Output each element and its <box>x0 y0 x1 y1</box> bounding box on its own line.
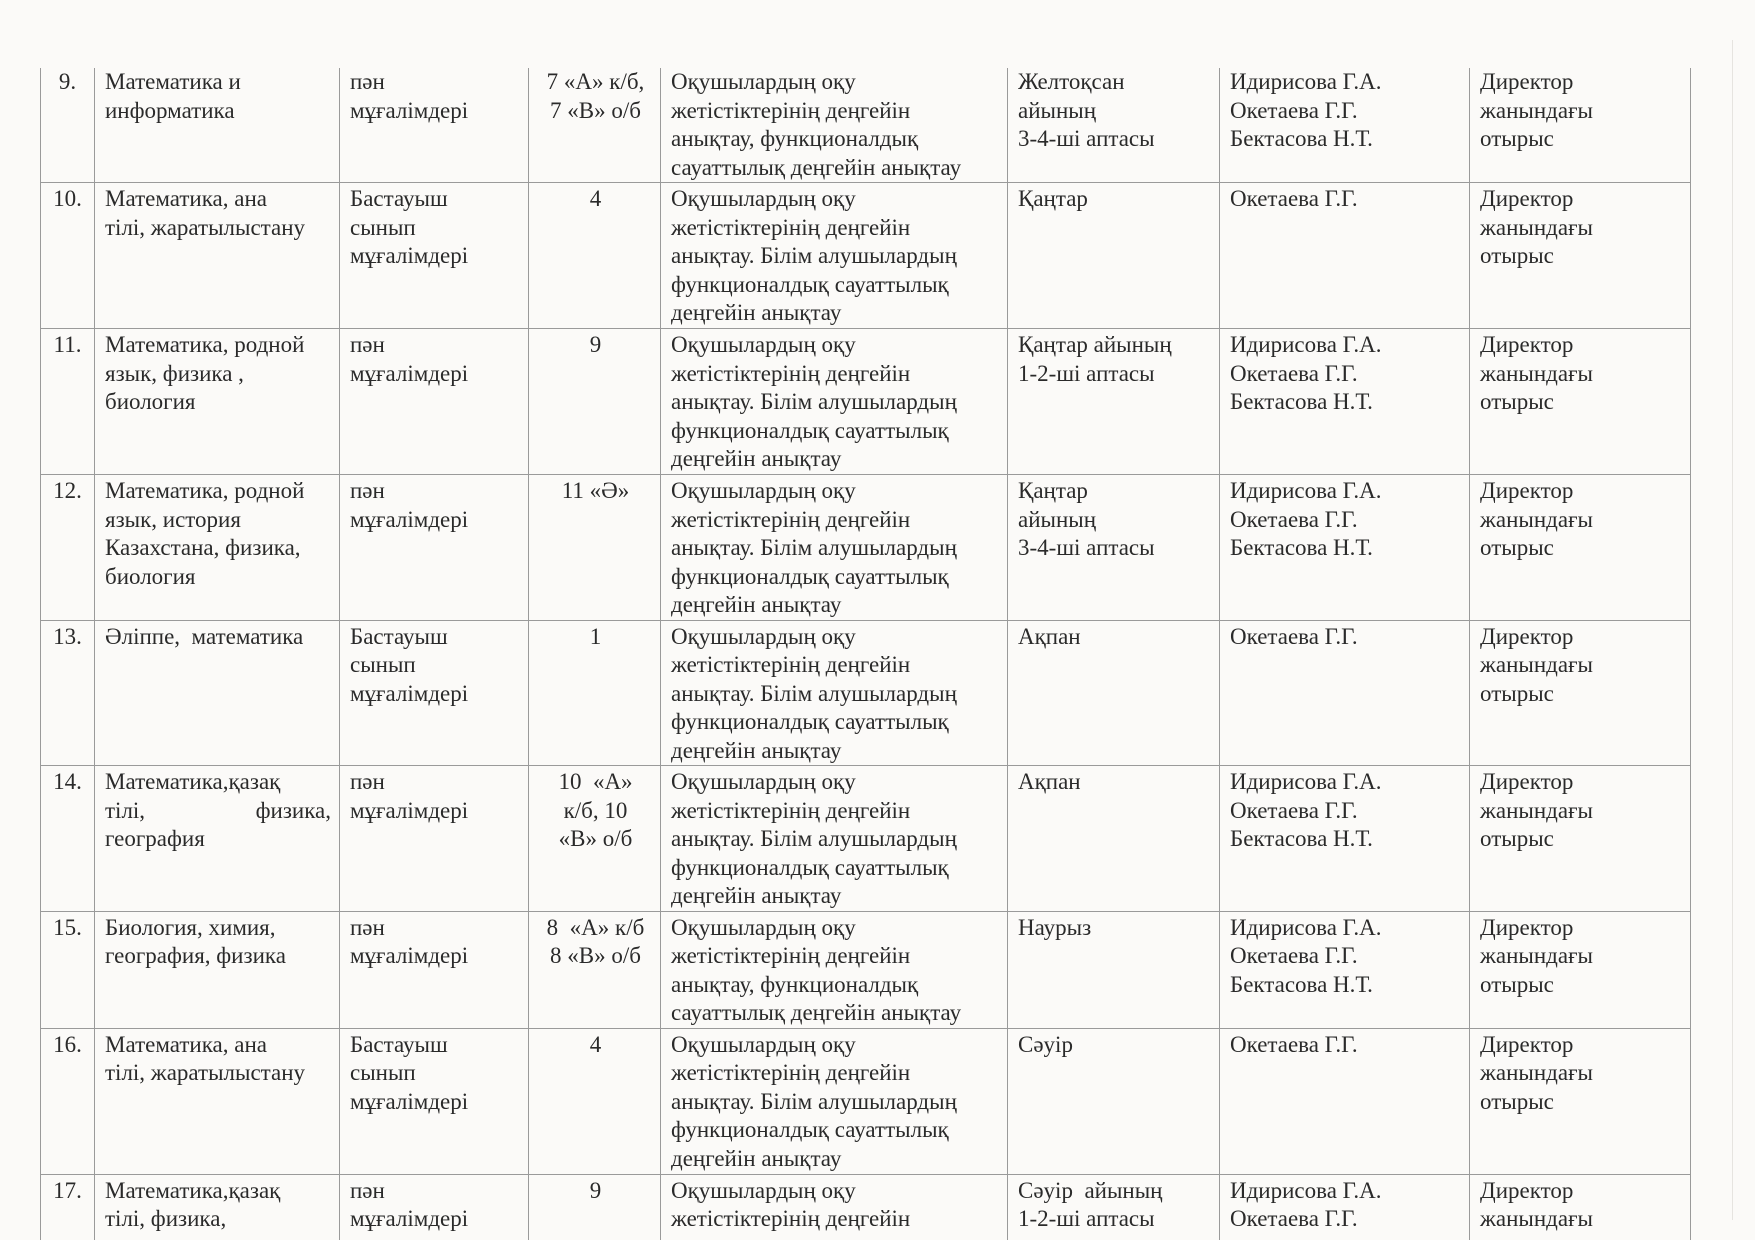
goal-cell-line: Оқушылардың оқу <box>671 1031 856 1057</box>
row-number: 16. <box>41 1028 95 1174</box>
result-cell <box>1470 68 1691 183</box>
goal-cell-line: анықтау. Білім алушылардың <box>671 1088 957 1114</box>
result-cell-line: Директор <box>1480 914 1574 940</box>
goal-cell <box>661 475 1008 621</box>
goal-cell-line: анықтау. Білім алушылардың <box>671 826 957 851</box>
timing-cell-line: Қаңтар айының <box>1018 332 1172 357</box>
result-cell-line: Директор <box>1480 769 1574 794</box>
table-row <box>41 1174 1691 1240</box>
result-cell-line: отырыс <box>1480 535 1554 560</box>
timing-cell-line: Ақпан <box>1018 769 1081 794</box>
responsible-cell-line: Окетаева Г.Г. <box>1230 623 1358 649</box>
responsible-cell-line: Бектасова Н.Т. <box>1230 389 1373 414</box>
subject-cell <box>95 1174 340 1240</box>
participants-cell-line: пән <box>350 478 385 503</box>
participants-cell-line: мұғалімдері <box>350 1088 469 1114</box>
result-cell-line: Директор <box>1480 623 1574 649</box>
row-number: 12. <box>41 475 95 621</box>
goal-cell-line: деңгейін анықтау <box>671 300 842 325</box>
subject-cell-line: тілі, жаратылыстану <box>105 1060 306 1085</box>
row-number: 14. <box>41 766 95 912</box>
goal-cell <box>661 1028 1008 1174</box>
result-cell-line: Директор <box>1480 186 1574 211</box>
goal-cell <box>661 68 1008 183</box>
participants-cell-line: Бастауыш <box>350 1031 448 1057</box>
goal-cell-line: анықтау, функционалдық <box>671 126 919 151</box>
class-cell-line: «В» о/б <box>558 826 633 851</box>
result-cell-line: отырыс <box>1480 389 1554 414</box>
participants-cell <box>340 329 529 475</box>
result-cell-line: жанындағы <box>1480 360 1593 386</box>
row-number: 15. <box>41 911 95 1028</box>
goal-cell-line: Оқушылардың оқу <box>671 769 856 794</box>
result-cell-line: Директор <box>1480 332 1574 357</box>
timing-cell-line: Наурыз <box>1018 914 1092 940</box>
class-cell-line: 7 «А» к/б, <box>546 69 645 94</box>
subject-cell <box>95 1028 340 1174</box>
responsible-cell <box>1220 766 1470 912</box>
subject-cell-line: тілі, жаратылыстану <box>105 214 306 240</box>
subject-cell <box>95 475 340 621</box>
goal-cell-line: жетістіктерінің деңгейін <box>671 943 911 968</box>
result-cell <box>1470 183 1691 329</box>
timing-cell <box>1008 1028 1220 1174</box>
goal-cell-line: деңгейін анықтау <box>671 1145 842 1171</box>
result-cell-line: отырыс <box>1480 680 1554 706</box>
class-cell-line: 4 <box>589 1031 602 1057</box>
row-number: 17. <box>41 1174 95 1240</box>
participants-cell-line: пән <box>350 332 385 357</box>
class-cell-line: к/б, 10 <box>563 797 628 823</box>
result-cell <box>1470 475 1691 621</box>
responsible-cell-line: Окетаева Г.Г. <box>1230 943 1358 968</box>
goal-cell-line: функционалдық сауаттылық <box>671 854 949 880</box>
result-cell-line: жанындағы <box>1480 652 1593 677</box>
result-cell-line: отырыс <box>1480 243 1554 268</box>
responsible-cell <box>1220 475 1470 621</box>
class-cell-line: 9 <box>589 1177 602 1203</box>
goal-cell-line: функционалдық сауаттылық <box>671 271 949 297</box>
result-cell-line: жанындағы <box>1480 97 1593 123</box>
participants-cell <box>340 68 529 183</box>
participants-cell <box>340 1174 529 1240</box>
goal-cell-line: жетістіктерінің деңгейін <box>671 797 911 823</box>
timing-cell <box>1008 766 1220 912</box>
goal-cell-line: деңгейін анықтау <box>671 446 842 471</box>
responsible-cell-line: Идирисова Г.А. <box>1230 69 1382 94</box>
participants-cell-line: сынып <box>350 214 416 240</box>
table-row <box>41 68 1691 183</box>
goal-cell-line: деңгейін анықтау <box>671 592 842 617</box>
responsible-cell <box>1220 68 1470 183</box>
responsible-cell <box>1220 620 1470 766</box>
responsible-cell-line: Окетаева Г.Г. <box>1230 186 1358 211</box>
table-body <box>41 68 1691 1240</box>
table-row <box>41 329 1691 475</box>
result-cell-line: отырыс <box>1480 971 1554 997</box>
table-row <box>41 183 1691 329</box>
responsible-cell-line: Окетаева Г.Г. <box>1230 1031 1358 1057</box>
participants-cell-line: мұғалімдері <box>350 680 469 706</box>
subject-cell-line: Биология, химия, <box>105 914 276 940</box>
participants-cell-line: мұғалімдері <box>350 797 469 823</box>
subject-cell <box>95 620 340 766</box>
subject-cell-line: биология <box>105 563 196 589</box>
responsible-cell <box>1220 183 1470 329</box>
result-cell <box>1470 911 1691 1028</box>
class-cell-line: 8 «В» о/б <box>550 943 641 968</box>
responsible-cell-line: Окетаева Г.Г. <box>1230 1206 1358 1231</box>
subject-cell <box>95 911 340 1028</box>
goal-cell-line: жетістіктерінің деңгейін <box>671 652 911 677</box>
result-cell-line: отырыс <box>1480 826 1554 851</box>
result-cell-line: жанындағы <box>1480 1206 1593 1231</box>
participants-cell-line: сынып <box>350 652 416 677</box>
timing-cell-line: 1-2-ші аптасы <box>1018 360 1155 386</box>
participants-cell-line: пән <box>350 769 385 794</box>
responsible-cell-line: Идирисова Г.А. <box>1230 478 1382 503</box>
timing-cell <box>1008 475 1220 621</box>
goal-cell <box>661 1174 1008 1240</box>
result-cell <box>1470 1028 1691 1174</box>
goal-cell-line: жетістіктерінің деңгейін <box>671 506 911 532</box>
timing-cell-line: Қаңтар <box>1018 478 1088 503</box>
goal-cell-line: анықтау. Білім алушылардың <box>671 535 957 560</box>
row-number: 10. <box>41 183 95 329</box>
timing-cell-line: Қаңтар <box>1018 186 1088 211</box>
responsible-cell-line: Окетаева Г.Г. <box>1230 360 1358 386</box>
subject-cell-line: Математика,қазақ <box>105 1177 281 1203</box>
responsible-cell-line: Бектасова Н.Т. <box>1230 535 1373 560</box>
result-cell-line: Директор <box>1480 478 1574 503</box>
goal-cell-line: Оқушылардың оқу <box>671 186 856 211</box>
class-cell-line: 11 «Ә» <box>561 478 630 503</box>
page-edge <box>1732 40 1733 1220</box>
responsible-cell <box>1220 329 1470 475</box>
goal-cell-line: жетістіктерінің деңгейін <box>671 214 911 240</box>
subject-cell-line: география <box>105 826 205 851</box>
goal-cell-line: сауаттылық деңгейін анықтау <box>671 1000 962 1025</box>
participants-cell <box>340 475 529 621</box>
subject-cell-line: Әліппе, математика <box>105 623 304 649</box>
timing-cell <box>1008 911 1220 1028</box>
monitoring-plan-table <box>40 68 1691 1240</box>
timing-cell <box>1008 183 1220 329</box>
result-cell-line: жанындағы <box>1480 797 1593 823</box>
result-cell-line: жанындағы <box>1480 1060 1593 1085</box>
result-cell-line: отырыс <box>1480 126 1554 151</box>
timing-cell-line: Сәуір айының <box>1018 1177 1163 1203</box>
responsible-cell-line: Окетаева Г.Г. <box>1230 797 1358 823</box>
table-row <box>41 1028 1691 1174</box>
class-cell <box>529 911 661 1028</box>
goal-cell-line: функционалдық сауаттылық <box>671 563 949 589</box>
class-cell-line: 4 <box>589 186 602 211</box>
result-cell-line: Директор <box>1480 69 1574 94</box>
participants-cell-line: мұғалімдері <box>350 243 469 268</box>
result-cell-line: жанындағы <box>1480 943 1593 968</box>
goal-cell-line: Оқушылардың оқу <box>671 914 856 940</box>
subject-cell-line: Математика, ана <box>105 186 267 211</box>
result-cell-line: жанындағы <box>1480 506 1593 532</box>
subject-cell-line: биология <box>105 389 196 414</box>
responsible-cell-line: Идирисова Г.А. <box>1230 1177 1382 1203</box>
participants-cell-line: сынып <box>350 1060 416 1085</box>
class-cell <box>529 766 661 912</box>
responsible-cell-line: Идирисова Г.А. <box>1230 332 1382 357</box>
subject-cell-line: информатика <box>105 97 235 123</box>
justified-word: физика, <box>255 797 331 823</box>
goal-cell-line: Оқушылардың оқу <box>671 478 856 503</box>
responsible-cell-line: Окетаева Г.Г. <box>1230 97 1358 123</box>
responsible-cell <box>1220 1174 1470 1240</box>
goal-cell-line: анықтау. Білім алушылардың <box>671 680 957 706</box>
goal-cell-line: анықтау. Білім алушылардың <box>671 389 957 414</box>
goal-cell-line: сауаттылық деңгейін анықтау <box>671 154 962 180</box>
class-cell-line: 9 <box>589 332 602 357</box>
responsible-cell-line: Бектасова Н.Т. <box>1230 126 1373 151</box>
subject-cell <box>95 766 340 912</box>
participants-cell-line: мұғалімдері <box>350 1206 469 1231</box>
participants-cell-line: мұғалімдері <box>350 943 469 968</box>
participants-cell-line: пән <box>350 1177 385 1203</box>
class-cell <box>529 620 661 766</box>
responsible-cell-line: Идирисова Г.А. <box>1230 914 1382 940</box>
class-cell <box>529 475 661 621</box>
goal-cell <box>661 911 1008 1028</box>
class-cell <box>529 183 661 329</box>
responsible-cell <box>1220 1028 1470 1174</box>
participants-cell <box>340 620 529 766</box>
result-cell <box>1470 1174 1691 1240</box>
goal-cell-line: жетістіктерінің деңгейін <box>671 97 911 123</box>
participants-cell-line: пән <box>350 69 385 94</box>
subject-cell <box>95 329 340 475</box>
row-number: 9. <box>41 68 95 183</box>
subject-cell-line: Математика и <box>105 69 241 94</box>
timing-cell <box>1008 620 1220 766</box>
timing-cell-line: 1-2-ші аптасы <box>1018 1206 1155 1231</box>
subject-cell-line: Казахстана, физика, <box>105 535 301 560</box>
goal-cell-line: Оқушылардың оқу <box>671 1177 856 1203</box>
goal-cell-line: деңгейін анықтау <box>671 737 842 763</box>
timing-cell-line: айының <box>1018 506 1097 532</box>
subject-cell-line <box>105 797 331 826</box>
subject-cell-line: география, физика <box>105 943 286 968</box>
participants-cell-line: Бастауыш <box>350 623 448 649</box>
timing-cell-line: Сәуір <box>1018 1031 1073 1057</box>
timing-cell-line: Ақпан <box>1018 623 1081 649</box>
goal-cell-line: Оқушылардың оқу <box>671 69 856 94</box>
goal-cell-line: анықтау, функционалдық <box>671 971 919 997</box>
class-cell <box>529 329 661 475</box>
goal-cell-line: Оқушылардың оқу <box>671 332 856 357</box>
participants-cell-line: мұғалімдері <box>350 360 469 386</box>
timing-cell-line: айының <box>1018 97 1097 123</box>
participants-cell-line: пән <box>350 914 385 940</box>
subject-cell-line: язык, история <box>105 506 241 532</box>
participants-cell-line: мұғалімдері <box>350 97 469 123</box>
goal-cell-line: жетістіктерінің деңгейін <box>671 360 911 386</box>
class-cell <box>529 68 661 183</box>
timing-cell <box>1008 68 1220 183</box>
goal-cell-line: анықтау. Білім алушылардың <box>671 243 957 268</box>
result-cell <box>1470 620 1691 766</box>
goal-cell-line: функционалдық сауаттылық <box>671 709 949 734</box>
class-cell <box>529 1174 661 1240</box>
participants-cell-line: Бастауыш <box>350 186 448 211</box>
result-cell <box>1470 329 1691 475</box>
subject-cell <box>95 183 340 329</box>
participants-cell-line: мұғалімдері <box>350 506 469 532</box>
class-cell-line: 8 «А» к/б <box>546 914 645 940</box>
subject-cell-line: Математика,қазақ <box>105 769 281 794</box>
subject-cell-line: Математика, ана <box>105 1031 267 1057</box>
goal-cell <box>661 183 1008 329</box>
participants-cell <box>340 183 529 329</box>
table-row <box>41 620 1691 766</box>
subject-cell-line: язык, физика , <box>105 360 244 386</box>
goal-cell-line: деңгейін анықтау <box>671 883 842 908</box>
class-cell-line: 1 <box>589 623 602 649</box>
goal-cell-line: жетістіктерінің деңгейін <box>671 1206 911 1231</box>
result-cell-line: жанындағы <box>1480 214 1593 240</box>
goal-cell-line: жетістіктерінің деңгейін <box>671 1060 911 1085</box>
responsible-cell-line: Окетаева Г.Г. <box>1230 506 1358 532</box>
participants-cell <box>340 1028 529 1174</box>
result-cell-line: Директор <box>1480 1177 1574 1203</box>
result-cell <box>1470 766 1691 912</box>
subject-cell-line: тілі, физика, <box>105 1206 227 1231</box>
goal-cell-line: Оқушылардың оқу <box>671 623 856 649</box>
goal-cell <box>661 766 1008 912</box>
responsible-cell <box>1220 911 1470 1028</box>
goal-cell-line: функционалдық сауаттылық <box>671 417 949 443</box>
table-row <box>41 475 1691 621</box>
table-row <box>41 766 1691 912</box>
goal-cell <box>661 620 1008 766</box>
row-number: 11. <box>41 329 95 475</box>
participants-cell <box>340 766 529 912</box>
goal-cell <box>661 329 1008 475</box>
participants-cell <box>340 911 529 1028</box>
result-cell-line: Директор <box>1480 1031 1574 1057</box>
timing-cell-line: 3-4-ші аптасы <box>1018 535 1155 560</box>
class-cell-line: 7 «В» о/б <box>550 97 641 123</box>
timing-cell-line: Желтоқсан <box>1018 69 1125 94</box>
subject-cell-line: Математика, родной <box>105 478 305 503</box>
subject-cell-line: Математика, родной <box>105 332 305 357</box>
responsible-cell-line: Бектасова Н.Т. <box>1230 971 1373 997</box>
row-number: 13. <box>41 620 95 766</box>
responsible-cell-line: Бектасова Н.Т. <box>1230 826 1373 851</box>
result-cell-line: отырыс <box>1480 1088 1554 1114</box>
responsible-cell-line: Идирисова Г.А. <box>1230 769 1382 794</box>
timing-cell <box>1008 1174 1220 1240</box>
justified-word: тілі, <box>105 797 146 823</box>
goal-cell-line: функционалдық сауаттылық <box>671 1117 949 1142</box>
class-cell-line: 10 «А» <box>558 769 633 794</box>
timing-cell-line: 3-4-ші аптасы <box>1018 126 1155 151</box>
table-row <box>41 911 1691 1028</box>
timing-cell <box>1008 329 1220 475</box>
subject-cell <box>95 68 340 183</box>
class-cell <box>529 1028 661 1174</box>
